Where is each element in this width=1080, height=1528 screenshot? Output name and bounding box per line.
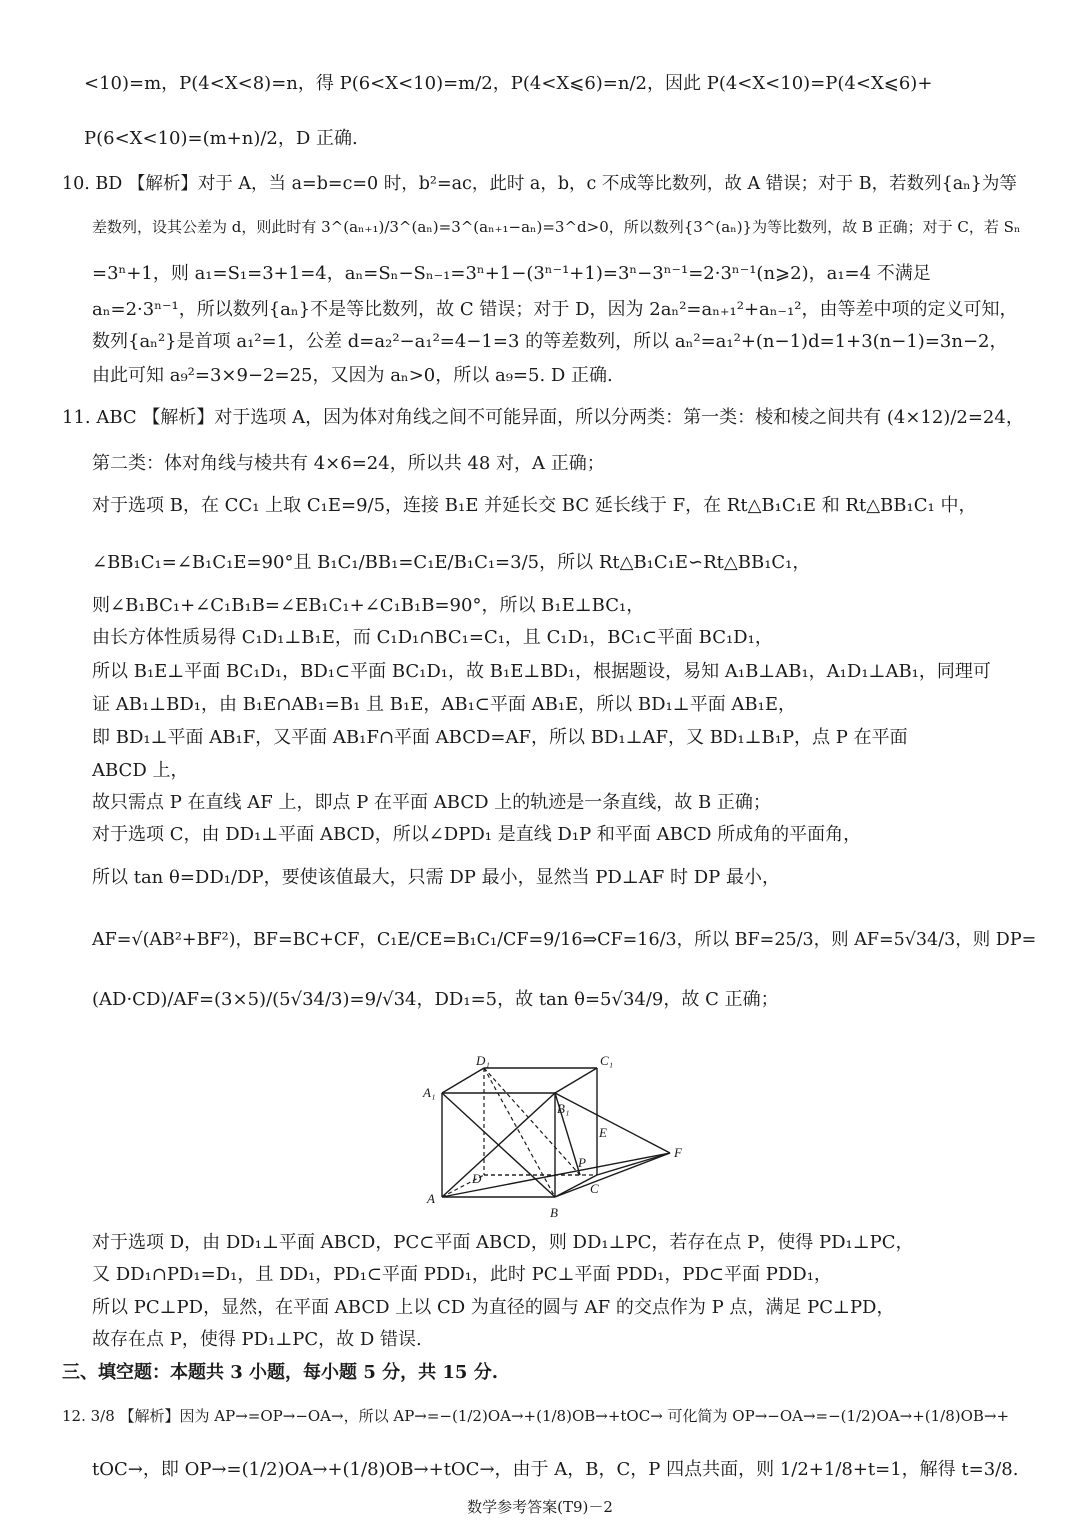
label-d: D <box>472 1171 482 1186</box>
q12-line-1: 12. 3/8 【解析】因为 AP→=OP→−OA→，所以 AP→=−(1/2)OA→+(1/8)OB→+tOC→ 可化简为 OP→−OA→=−(1/2)OA→+(1/8)OB→+ <box>62 1407 1010 1425</box>
edge-a1-d1 <box>442 1068 484 1093</box>
label-f: F <box>674 1145 682 1160</box>
label-b: B <box>550 1205 558 1220</box>
label-e: E <box>599 1125 607 1140</box>
q11-line-15: (AD·CD)/AF=(3×5)/(5√34/3)=9/√34，DD₁=5，故 tan θ=5√34/9，故 C 正确； <box>92 989 779 1010</box>
q11-line-12: 对于选项 C，由 DD₁⊥平面 ABCD，所以∠DPD₁ 是直线 D₁P 和平面 ABCD 所成角的平面角， <box>92 824 862 845</box>
page-footer: 数学参考答案(T9)－2 <box>467 1498 613 1516</box>
label-b1: B₁ <box>557 1101 570 1116</box>
label-a: A <box>427 1191 435 1206</box>
q11-line-19: 故存在点 P，使得 PD₁⊥PC，故 D 错误. <box>92 1329 422 1350</box>
q11-line-9: 即 BD₁⊥平面 AB₁F，又平面 AB₁F∩平面 ABCD=AF，所以 BD₁⊥AF，又 BD₁⊥B₁P，点 P 在平面 <box>92 727 908 748</box>
label-c: C <box>590 1181 599 1196</box>
q11-line-7: 所以 B₁E⊥平面 BC₁D₁，BD₁⊂平面 BC₁D₁，故 B₁E⊥BD₁，根据题设，易知 A₁B⊥AB₁，A₁D₁⊥AB₁，同理可 <box>92 661 991 682</box>
q10-line-4: aₙ=2·3ⁿ⁻¹，所以数列{aₙ}不是等比数列，故 C 错误；对于 D，因为 2aₙ²=aₙ₊₁²+aₙ₋₁²，由等差中项的定义可知， <box>92 299 1018 320</box>
label-c1: C₁ <box>600 1055 614 1068</box>
label-d1: D₁ <box>476 1055 490 1068</box>
q11-line-14: AF=√(AB²+BF²)，BF=BC+CF，C₁E/CE=B₁C₁/CF=9/16⇒CF=16/3，所以 BF=25/3，则 AF=5√34/3，则 DP= <box>92 930 1037 950</box>
line-c-f <box>597 1153 670 1175</box>
line-d1-p <box>484 1068 580 1175</box>
q11-line-18: 所以 PC⊥PD，显然，在平面 ABCD 上以 CD 为直径的圆与 AF 的交点作为 P 点，满足 PC⊥PD， <box>92 1297 895 1318</box>
q11-line-6: 由长方体性质易得 C₁D₁⊥B₁E，而 C₁D₁∩BC₁=C₁，且 C₁D₁，BC₁⊂平面 BC₁D₁， <box>92 627 773 648</box>
line-b1-f <box>555 1093 670 1153</box>
q10-line-1: 10. BD 【解析】对于 A，当 a=b=c=0 时，b²=ac，此时 a，b，c 不成等比数列，故 A 错误；对于 B，若数列{aₙ}为等 <box>62 174 1017 194</box>
label-p: P <box>578 1155 586 1170</box>
q11-line-16: 对于选项 D，由 DD₁⊥平面 ABCD，PC⊂平面 ABCD，则 DD₁⊥PC，若存在点 P，使得 PD₁⊥PC， <box>92 1232 914 1253</box>
q11-line-13: 所以 tan θ=DD₁/DP，要使该值最大，只需 DP 最小，显然当 PD⊥AF 时 DP 最小， <box>92 867 780 888</box>
q10-line-5: 数列{aₙ²}是首项 a₁²=1，公差 d=a₂²−a₁²=4−1=3 的等差数列，所以 aₙ²=a₁²+(n−1)d=1+3(n−1)=3n−2， <box>92 331 1008 352</box>
q11-line-2: 第二类：体对角线与棱共有 4×6=24，所以共 48 对，A 正确； <box>92 453 605 474</box>
text-line-2: P(6<X<10)=(m+n)/2，D 正确. <box>84 128 358 149</box>
q10-line-3: =3ⁿ+1，则 a₁=S₁=3+1=4，aₙ=Sₙ−Sₙ₋₁=3ⁿ+1−(3ⁿ⁻¹+1)=3ⁿ−3ⁿ⁻¹=2·3ⁿ⁻¹(n⩾2)，a₁=4 不满足 <box>92 263 931 284</box>
label-a1: A₁ <box>423 1085 436 1100</box>
q10-line-2: 差数列，设其公差为 d，则此时有 3^(aₙ₊₁)/3^(aₙ)=3^(aₙ₊₁−aₙ)=3^d>0，所以数列{3^(aₙ)}为等比数列，故 B 正确；对于 C，若 Sₙ <box>92 218 1021 236</box>
q12-line-2: tOC→，即 OP→=(1/2)OA→+(1/8)OB→+tOC→，由于 A，B，C，P 四点共面，则 1/2+1/8+t=1，解得 t=3/8. <box>92 1459 1019 1480</box>
q11-line-4: ∠BB₁C₁=∠B₁C₁E=90°且 B₁C₁/BB₁=C₁E/B₁C₁=3/5，所以 Rt△B₁C₁E∽Rt△BB₁C₁， <box>92 552 811 573</box>
q11-line-5: 则∠B₁BC₁+∠C₁B₁B=∠EB₁C₁+∠C₁B₁B=90°，所以 B₁E⊥BC₁， <box>92 595 645 616</box>
q11-line-11: 故只需点 P 在直线 AF 上，即点 P 在平面 ABCD 上的轨迹是一条直线，故 B 正确； <box>92 792 771 813</box>
q10-line-6: 由此可知 a₉²=3×9−2=25，又因为 aₙ>0，所以 a₉=5. D 正确. <box>92 365 613 386</box>
q11-line-17: 又 DD₁∩PD₁=D₁，且 DD₁，PD₁⊂平面 PDD₁，此时 PC⊥平面 PDD₁，PD⊂平面 PDD₁， <box>92 1264 832 1285</box>
section-heading-fill-in: 三、填空题：本题共 3 小题，每小题 5 分，共 15 分. <box>62 1362 498 1383</box>
edge-b1-c1 <box>555 1068 597 1093</box>
q11-line-3: 对于选项 B，在 CC₁ 上取 C₁E=9/5，连接 B₁E 并延长交 BC 延长线于 F，在 Rt△B₁C₁E 和 Rt△BB₁C₁ 中， <box>92 495 977 516</box>
text-line-1: <10)=m，P(4<X<8)=n，得 P(6<X<10)=m/2，P(4<X⩽6)=n/2，因此 P(4<X<10)=P(4<X⩽6)+ <box>84 73 933 94</box>
q11-line-10: ABCD 上， <box>92 760 189 781</box>
q11-line-8: 证 AB₁⊥BD₁，由 B₁E∩AB₁=B₁ 且 B₁E，AB₁⊂平面 AB₁E，所以 BD₁⊥平面 AB₁E， <box>92 694 797 715</box>
cuboid-figure <box>420 1055 700 1225</box>
line-b-f <box>555 1153 670 1197</box>
q11-line-1: 11. ABC 【解析】对于选项 A，因为体对角线之间不可能异面，所以分两类：第一类：棱和棱之间共有 (4×12)/2=24， <box>62 407 1024 428</box>
